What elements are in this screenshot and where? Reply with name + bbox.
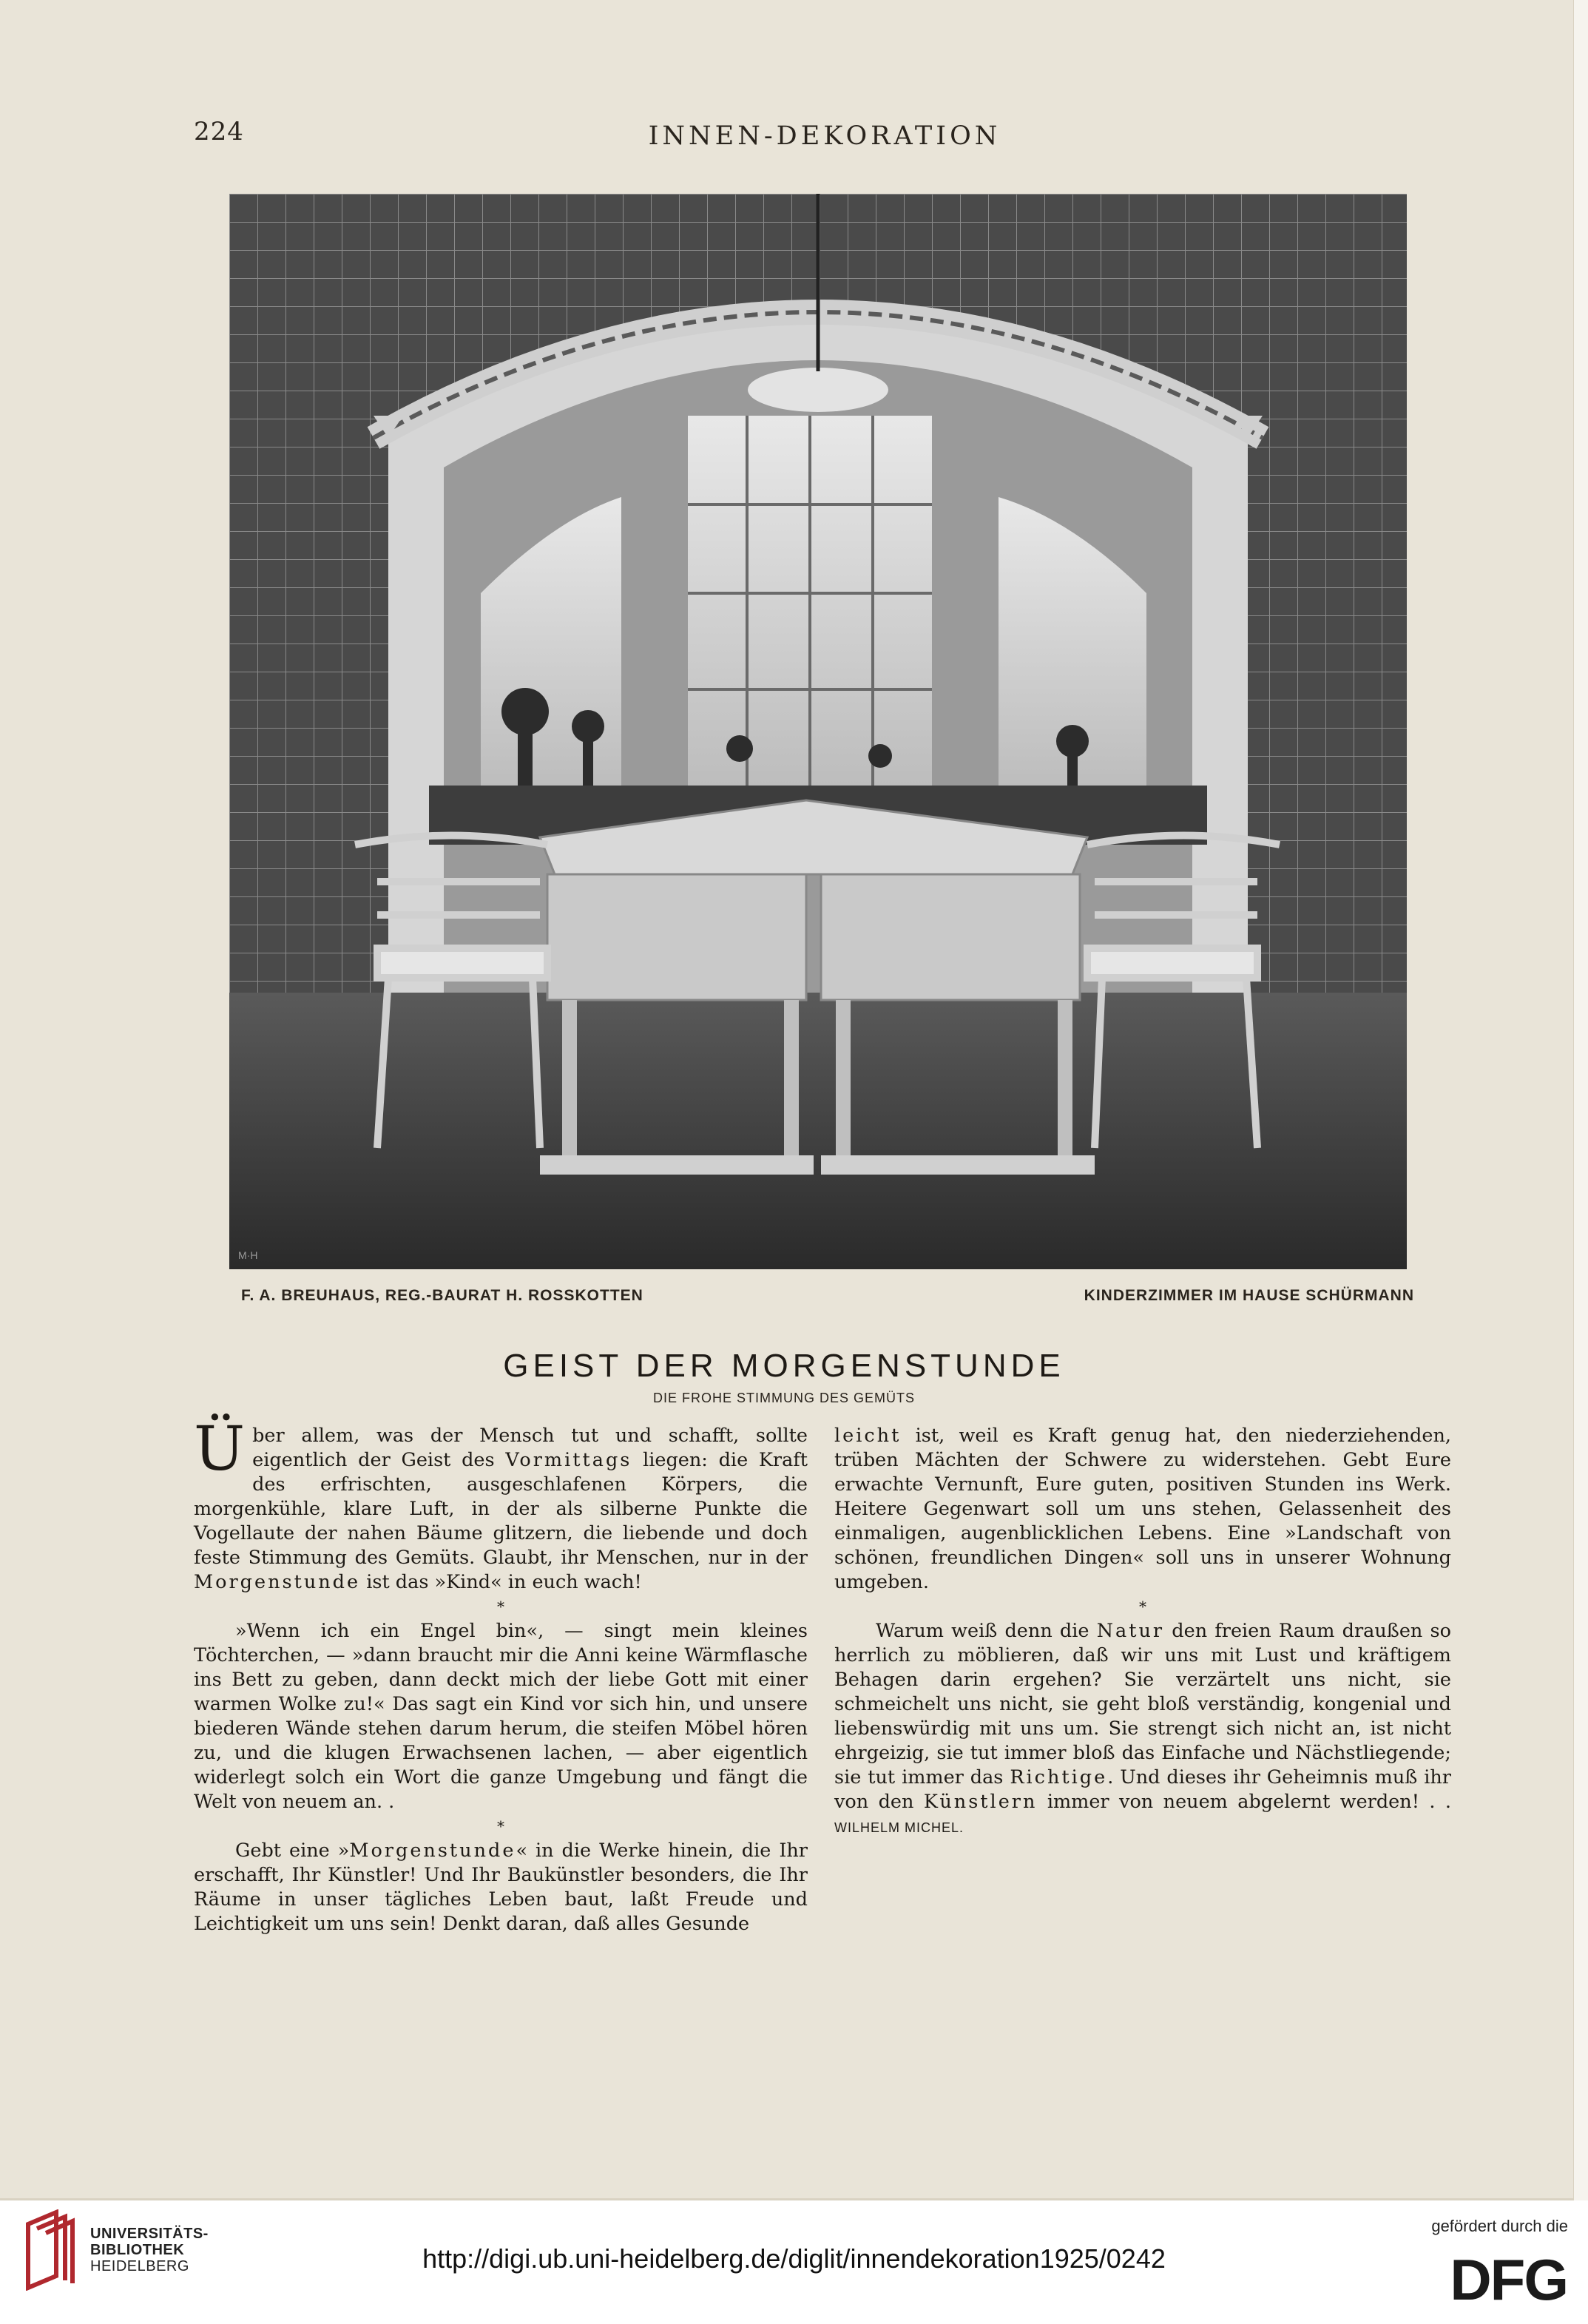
caption-architects: F. A. BREUHAUS, REG.-BAURAT H. ROSSKOTTEN <box>241 1287 643 1304</box>
ceiling-lamp <box>748 368 888 412</box>
dfg-logo[interactable]: DFG <box>1450 2247 1567 2312</box>
scan-edge <box>1574 0 1588 2200</box>
digitization-url-link[interactable]: http://digi.ub.uni-heidelberg.de/diglit/innendekoration1925/0242 <box>422 2243 1166 2274</box>
paragraph-1: Über allem, was der Mensch tut und schafft, sollte eigentlich der Geist des Vormittags liegen: die Kraft des erfrischten, ausgeschlafenen Körpers, die morgenkühle, klare Luft, in der als silberne Punkte die Vogellaute der nahen Bäume glitzern, die liebende und doch feste Stimmung des Gemüts. Glaubt, ihr Menschen, nur in der Morgenstunde ist das »Kind« in euch wach! <box>194 1414 808 1593</box>
paragraph-4: Warum weiß denn die Natur den freien Raum draußen so herrlich zu möblieren, daß wir uns mit Lust und kräftigem Behagen darin ergehen? Sie verzärtelt uns nicht, sie schmeichelt uns nicht, sie geht bloß verständig, kongenial und liebenswürdig mit uns um. Sie strengt sich nicht an, ist nicht ehrgeizig, sie tut immer bloß das Einfache und Nächstliegende; sie tut immer das Richtige. Und dieses ihr Geheimnis muß ihr von den Künstlern immer von neuem abgelernt werden! . . WILHELM MICHEL. <box>834 1620 1451 1835</box>
paragraph-2: »Wenn ich ein Engel bin«, — singt mein kleines Töchterchen, — »dann braucht mir die Anni keine Wärmflasche ins Bett zu geben, dann deckt mich der liebe Gott mit einer warmen Wolke zu!« Das sagt ein Kind vor sich hin, und unsere biederen Wände stehen darum herum, die steifen Möbel hören zu, und die klugen Erwachsenen lachen, — aber eigentlich widerlegt solch ein Wort die ganze Umgebung und fängt die Welt von neuem an. . <box>194 1620 808 1813</box>
section-separator: * <box>497 1598 504 1615</box>
article-title: GEIST DER MORGENSTUNDE <box>503 1348 1065 1384</box>
page-number: 224 <box>194 117 244 146</box>
article-subtitle: DIE FROHE STIMMUNG DES GEMÜTS <box>652 1391 915 1405</box>
section-separator: * <box>1139 1598 1146 1615</box>
digitization-footer <box>0 2200 1588 2324</box>
floor <box>229 993 1407 1269</box>
text-column-right <box>834 1424 1451 1840</box>
interior-photograph <box>229 194 1407 1269</box>
photo-illustration <box>229 194 1407 1269</box>
author-name: WILHELM MICHEL. <box>834 1820 964 1835</box>
section-separator: * <box>497 1817 504 1835</box>
page-header <box>0 117 1575 161</box>
photo-signature: M·H <box>238 1249 258 1261</box>
paragraph-3-continued: leicht ist, weil es Kraft genug hat, den niederziehenden, trüben Mächten der Schwere zu widerstehen. Gebt Eure erwachte Vernunft, Eure guten, positiven Stunden ins Werk. Heitere Gegenwart soll um uns stehen, Gelassenheit des einmaligen, augenblicklichen Lebens. Eine »Landschaft von schönen, freundlichen Dingen« soll uns in unserer Wohnung umgeben. <box>834 1425 1451 1593</box>
funded-by-label: gefördert durch die <box>1431 2217 1568 2235</box>
paragraph-3: Gebt eine »Morgenstunde« in die Werke hinein, die Ihr erschafft, Ihr Künstler! Und Ihr Baukünstler besonders, die Ihr Räume in unser tägliches Leben baut, laßt Freude und Leichtigkeit um uns sein! Denkt daran, daß alles Gesunde <box>194 1840 808 1935</box>
drop-cap: Ü <box>194 1414 246 1484</box>
caption-room: KINDERZIMMER IM HAUSE SCHÜRMANN <box>1084 1287 1414 1304</box>
text-column-left <box>194 1414 808 1936</box>
running-head: INNEN-DEKORATION <box>648 121 1001 151</box>
university-library-name[interactable]: UNIVERSITÄTS- BIBLIOTHEK HEIDELBERG <box>90 2226 209 2274</box>
